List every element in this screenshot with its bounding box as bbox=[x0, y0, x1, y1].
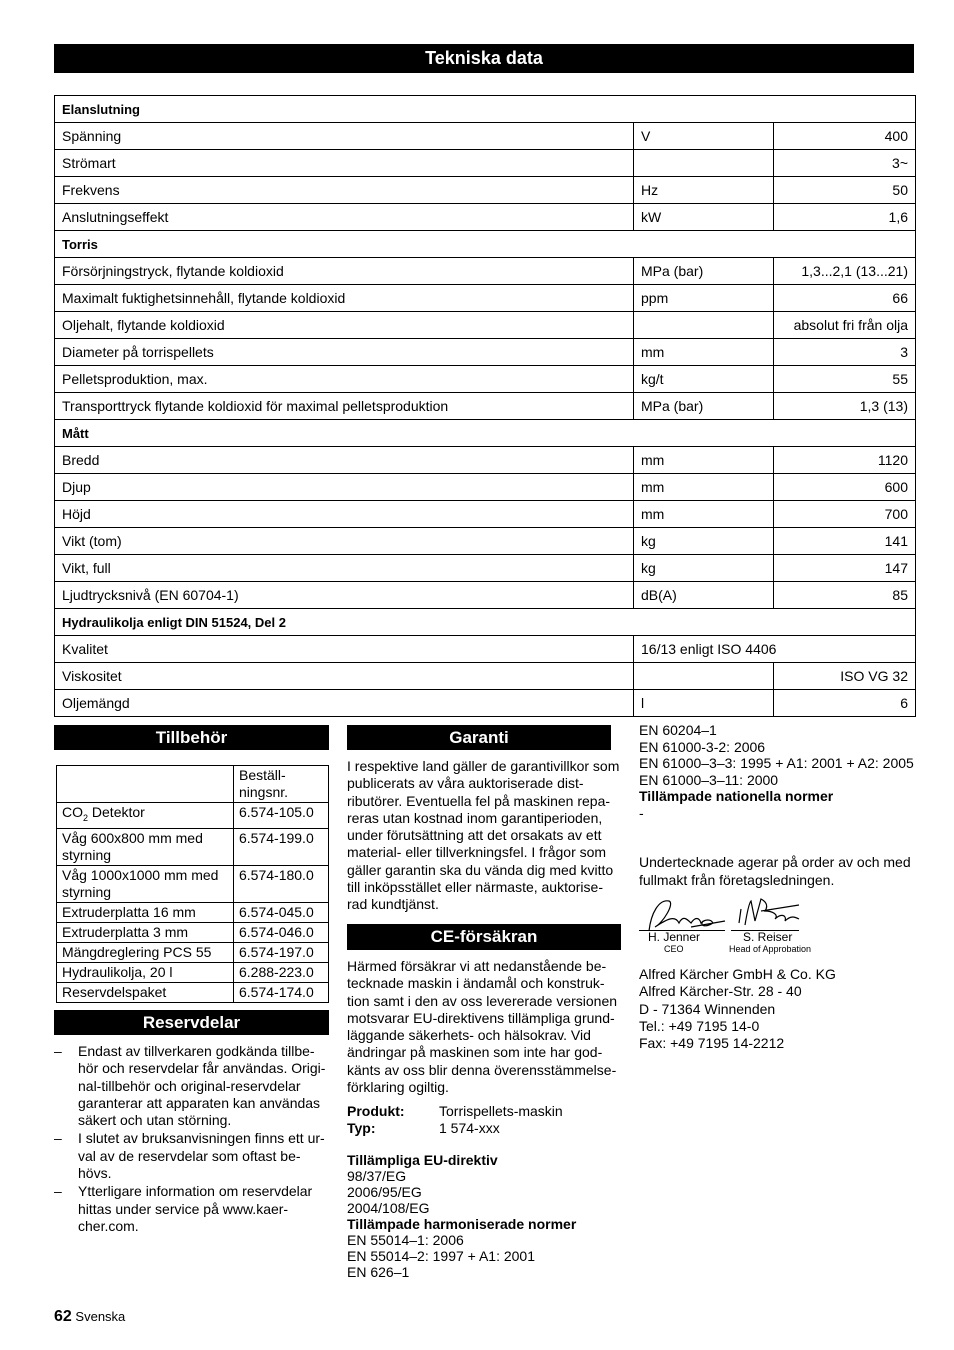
row-unit bbox=[634, 150, 774, 177]
table-row bbox=[55, 582, 916, 609]
harmonised-item: EN 55014–2: 1997 + A1: 2001 bbox=[347, 1248, 535, 1264]
tech-data-table bbox=[54, 95, 916, 717]
page-title: Tekniska data bbox=[54, 44, 914, 73]
table-row bbox=[55, 690, 916, 717]
table-row bbox=[57, 982, 329, 1002]
section-title: Hydraulikolja enligt DIN 51524, Del 2 bbox=[55, 609, 916, 636]
row-value: 700 bbox=[774, 501, 916, 528]
row-unit: l bbox=[634, 690, 774, 717]
row-value: 147 bbox=[774, 555, 916, 582]
address-line: Alfred Kärcher-Str. 28 - 40 bbox=[639, 983, 802, 1000]
harmonised-item: EN 61000-3-2: 2006 bbox=[639, 738, 766, 755]
row-value: ISO VG 32 bbox=[774, 663, 916, 690]
table-row bbox=[57, 902, 329, 922]
section-row bbox=[55, 420, 916, 447]
accessory-number: 6.574-180.0 bbox=[234, 865, 329, 902]
harmonised-title: Tillämpade harmoniserade normer bbox=[347, 1216, 577, 1232]
table-row bbox=[57, 865, 329, 902]
address-block bbox=[639, 966, 915, 1052]
accessory-name: $CO_2$ Detektor bbox=[57, 803, 234, 829]
table-row bbox=[57, 922, 329, 942]
table-row bbox=[57, 942, 329, 962]
product-label: Produkt: bbox=[347, 1103, 405, 1119]
row-unit: MPa (bar) bbox=[634, 393, 774, 420]
section-title: Torris bbox=[55, 231, 916, 258]
accessory-number: 6.574-199.0 bbox=[234, 828, 329, 865]
row-value: 400 bbox=[774, 123, 916, 150]
accessory-number: 6.574-174.0 bbox=[234, 982, 329, 1002]
table-header-cell bbox=[57, 766, 234, 803]
ce-title: CE-försäkran bbox=[347, 924, 621, 950]
table-row bbox=[55, 636, 916, 663]
table-row bbox=[55, 393, 916, 420]
national-title: Tillämpade nationella normer bbox=[639, 788, 834, 804]
table-row bbox=[55, 258, 916, 285]
row-label: Oljemängd bbox=[55, 690, 634, 717]
row-unit: mm bbox=[634, 501, 774, 528]
accessories-table bbox=[56, 765, 329, 1003]
row-value: 6 bbox=[774, 690, 916, 717]
row-label: Vikt (tom) bbox=[55, 528, 634, 555]
row-value: 3~ bbox=[774, 150, 916, 177]
warranty-title: Garanti bbox=[347, 725, 611, 750]
row-unit: MPa (bar) bbox=[634, 258, 774, 285]
row-label: Kvalitet bbox=[55, 636, 634, 663]
harmonised-item: EN 626–1 bbox=[347, 1264, 410, 1280]
table-row bbox=[55, 474, 916, 501]
harmonised-item: EN 61000–3–3: 1995 + A1: 2001 + A2: 2005 bbox=[639, 755, 914, 771]
row-unit: V bbox=[634, 123, 774, 150]
signer1-title: CEO bbox=[664, 944, 684, 954]
row-label: Pelletsproduktion, max. bbox=[55, 366, 634, 393]
row-label: Maximalt fuktighetsinnehåll, flytande koldioxid bbox=[55, 285, 634, 312]
row-unit: mm bbox=[634, 339, 774, 366]
row-unit: ppm bbox=[634, 285, 774, 312]
harmonised-cont-block bbox=[639, 722, 915, 821]
accessory-name: Våg 600x800 mm med styrning bbox=[57, 828, 234, 865]
directives-title: Tillämpliga EU-direktiv bbox=[347, 1152, 498, 1168]
row-unit: kW bbox=[634, 204, 774, 231]
section-row bbox=[55, 609, 916, 636]
row-unit: dB(A) bbox=[634, 582, 774, 609]
row-value: 66 bbox=[774, 285, 916, 312]
row-label: Höjd bbox=[55, 501, 634, 528]
table-row bbox=[55, 339, 916, 366]
type-label: Typ: bbox=[347, 1120, 376, 1136]
section-title: Mått bbox=[55, 420, 916, 447]
table-header-cell: Beställ- ningsnr. bbox=[234, 766, 329, 803]
section-row bbox=[55, 231, 916, 258]
table-row bbox=[55, 285, 916, 312]
section-title: Elanslutning bbox=[55, 96, 916, 123]
accessory-name: Hydraulikolja, 20 l bbox=[57, 962, 234, 982]
row-value: 1,3 (13) bbox=[774, 393, 916, 420]
accessories-title: Tillbehör bbox=[54, 725, 329, 750]
harmonised-item: EN 55014–1: 2006 bbox=[347, 1232, 464, 1248]
row-label: Oljehalt, flytande koldioxid bbox=[55, 312, 634, 339]
table-row bbox=[57, 803, 329, 829]
row-label: Bredd bbox=[55, 447, 634, 474]
national-value: - bbox=[639, 804, 644, 821]
accessory-number: 6.574-197.0 bbox=[234, 942, 329, 962]
table-row bbox=[55, 555, 916, 582]
table-row bbox=[55, 663, 916, 690]
row-unit: mm bbox=[634, 474, 774, 501]
table-row bbox=[55, 366, 916, 393]
row-label: Transporttryck flytande koldioxid för maximal pelletsproduktion bbox=[55, 393, 634, 420]
dash-bullet: – bbox=[54, 1130, 62, 1147]
table-row bbox=[55, 501, 916, 528]
signer2-name: S. Reiser bbox=[743, 930, 793, 944]
address-line: Alfred Kärcher GmbH & Co. KG bbox=[639, 966, 836, 982]
row-value: 3 bbox=[774, 339, 916, 366]
page-number: 62 bbox=[54, 1308, 72, 1325]
spare-parts-title: Reservdelar bbox=[54, 1010, 329, 1035]
accessory-name: Extruderplatta 3 mm bbox=[57, 922, 234, 942]
row-value: 1120 bbox=[774, 447, 916, 474]
row-label: Anslutningseffekt bbox=[55, 204, 634, 231]
list-item-text: Ytterligare information om reservdelar hittas under service på www.kaer-cher.com. bbox=[78, 1183, 313, 1234]
ce-text: Härmed försäkrar vi att nedanstående be-tecknade maskin i ändamål och konstruk-tion samt i den av oss levererade versionen motsvarar EU-direktivens tillämpliga grund-läggande säkerhets- och hälsokrav. Vid ändringar på maskinen som inte har god-känts av oss blir denna överensstämmelse-förklaring ogiltig. bbox=[347, 958, 618, 1096]
accessory-number: 6.288-223.0 bbox=[234, 962, 329, 982]
signer2-title: Head of Approbation bbox=[729, 944, 812, 954]
row-value: 50 bbox=[774, 177, 916, 204]
row-value: 55 bbox=[774, 366, 916, 393]
row-label: Viskositet bbox=[55, 663, 634, 690]
section-row bbox=[55, 96, 916, 123]
row-label: Vikt, full bbox=[55, 555, 634, 582]
row-unit: kg bbox=[634, 528, 774, 555]
dash-bullet: – bbox=[54, 1043, 62, 1059]
signed-text: Undertecknade agerar på order av och med fullmakt från företagsledningen. bbox=[639, 854, 911, 888]
accessory-number: 6.574-045.0 bbox=[234, 902, 329, 922]
harmonised-item: EN 60204–1 bbox=[639, 722, 717, 738]
accessory-name: Mängdreglering PCS 55 bbox=[57, 942, 234, 962]
directive-item: 2004/108/EG bbox=[347, 1200, 430, 1216]
type-value: 1 574-xxx bbox=[439, 1120, 500, 1136]
signer1-name: H. Jenner bbox=[648, 930, 701, 944]
table-row bbox=[55, 528, 916, 555]
list-item-text: Endast av tillverkaren godkända tillbe-hör och reservdelar får användas. Origi-nal-tillbehör och original-reservdelar garanterar att apparaten kan användas säkert och utan störning. bbox=[78, 1043, 326, 1129]
directive-item: 2006/95/EG bbox=[347, 1184, 422, 1200]
table-row bbox=[57, 828, 329, 865]
row-value: absolut fri från olja bbox=[774, 312, 916, 339]
row-label: Ljudtrycksnivå (EN 60704-1) bbox=[55, 582, 634, 609]
product-value: Torrispellets-maskin bbox=[439, 1103, 563, 1119]
list-item bbox=[54, 1130, 330, 1182]
address-line: D - 71364 Winnenden bbox=[639, 1000, 776, 1017]
dash-bullet: – bbox=[54, 1183, 62, 1200]
row-unit: kg bbox=[634, 555, 774, 582]
row-value: 1,6 bbox=[774, 204, 916, 231]
table-row bbox=[55, 204, 916, 231]
row-value: 85 bbox=[774, 582, 916, 609]
row-label: Spänning bbox=[55, 123, 634, 150]
table-row bbox=[55, 123, 916, 150]
row-value: 141 bbox=[774, 528, 916, 555]
accessory-name: Reservdelspaket bbox=[57, 982, 234, 1002]
address-line: Tel.: +49 7195 14-0 bbox=[639, 1017, 760, 1034]
table-row bbox=[55, 447, 916, 474]
address-line: Fax: +49 7195 14-2212 bbox=[639, 1035, 785, 1052]
row-unit: kg/t bbox=[634, 366, 774, 393]
row-unit: mm bbox=[634, 447, 774, 474]
row-value: 600 bbox=[774, 474, 916, 501]
list-item bbox=[54, 1183, 330, 1235]
accessory-number: 6.574-046.0 bbox=[234, 922, 329, 942]
table-row bbox=[55, 312, 916, 339]
row-label: Försörjningstryck, flytande koldioxid bbox=[55, 258, 634, 285]
page-footer bbox=[54, 1308, 125, 1326]
directives-block bbox=[347, 1152, 623, 1280]
accessory-name: Våg 1000x1000 mm med styrning bbox=[57, 865, 234, 902]
warranty-text: I respektive land gäller de garantivillkor som publicerats av våra auktoriserade dist-ributörer. Eventuella fel på maskinen repa-reras utan kostnad inom garantiperioden, under förutsättning att det orsakats av ett material- eller tillverkningsfel. I frågor som gäller garantin ska du vända dig med kvitto till inköpsstället eller närmaste, auktorise-rad kundtjänst. bbox=[347, 758, 620, 913]
row-unit bbox=[634, 663, 774, 690]
table-row bbox=[55, 150, 916, 177]
row-value: 16/13 enligt ISO 4406 bbox=[634, 636, 916, 663]
row-label: Djup bbox=[55, 474, 634, 501]
row-label: Frekvens bbox=[55, 177, 634, 204]
table-row bbox=[55, 177, 916, 204]
row-unit: Hz bbox=[634, 177, 774, 204]
accessory-number: 6.574-105.0 bbox=[234, 803, 329, 829]
accessory-name: Extruderplatta 16 mm bbox=[57, 902, 234, 922]
row-label: Strömart bbox=[55, 150, 634, 177]
directive-item: 98/37/EG bbox=[347, 1168, 407, 1184]
table-header-row bbox=[57, 766, 329, 803]
list-item-text: I slutet av bruksanvisningen finns ett ur-val av de reservdelar som oftast be-hövs. bbox=[78, 1130, 325, 1182]
list-item bbox=[54, 1043, 330, 1129]
row-label: Diameter på torrispellets bbox=[55, 339, 634, 366]
row-value: 1,3...2,1 (13...21) bbox=[774, 258, 916, 285]
spare-parts-list bbox=[54, 1043, 330, 1236]
row-unit bbox=[634, 312, 774, 339]
harmonised-item: EN 61000–3–11: 2000 bbox=[639, 771, 779, 788]
table-row bbox=[57, 962, 329, 982]
page-language: Svenska bbox=[75, 1309, 126, 1324]
